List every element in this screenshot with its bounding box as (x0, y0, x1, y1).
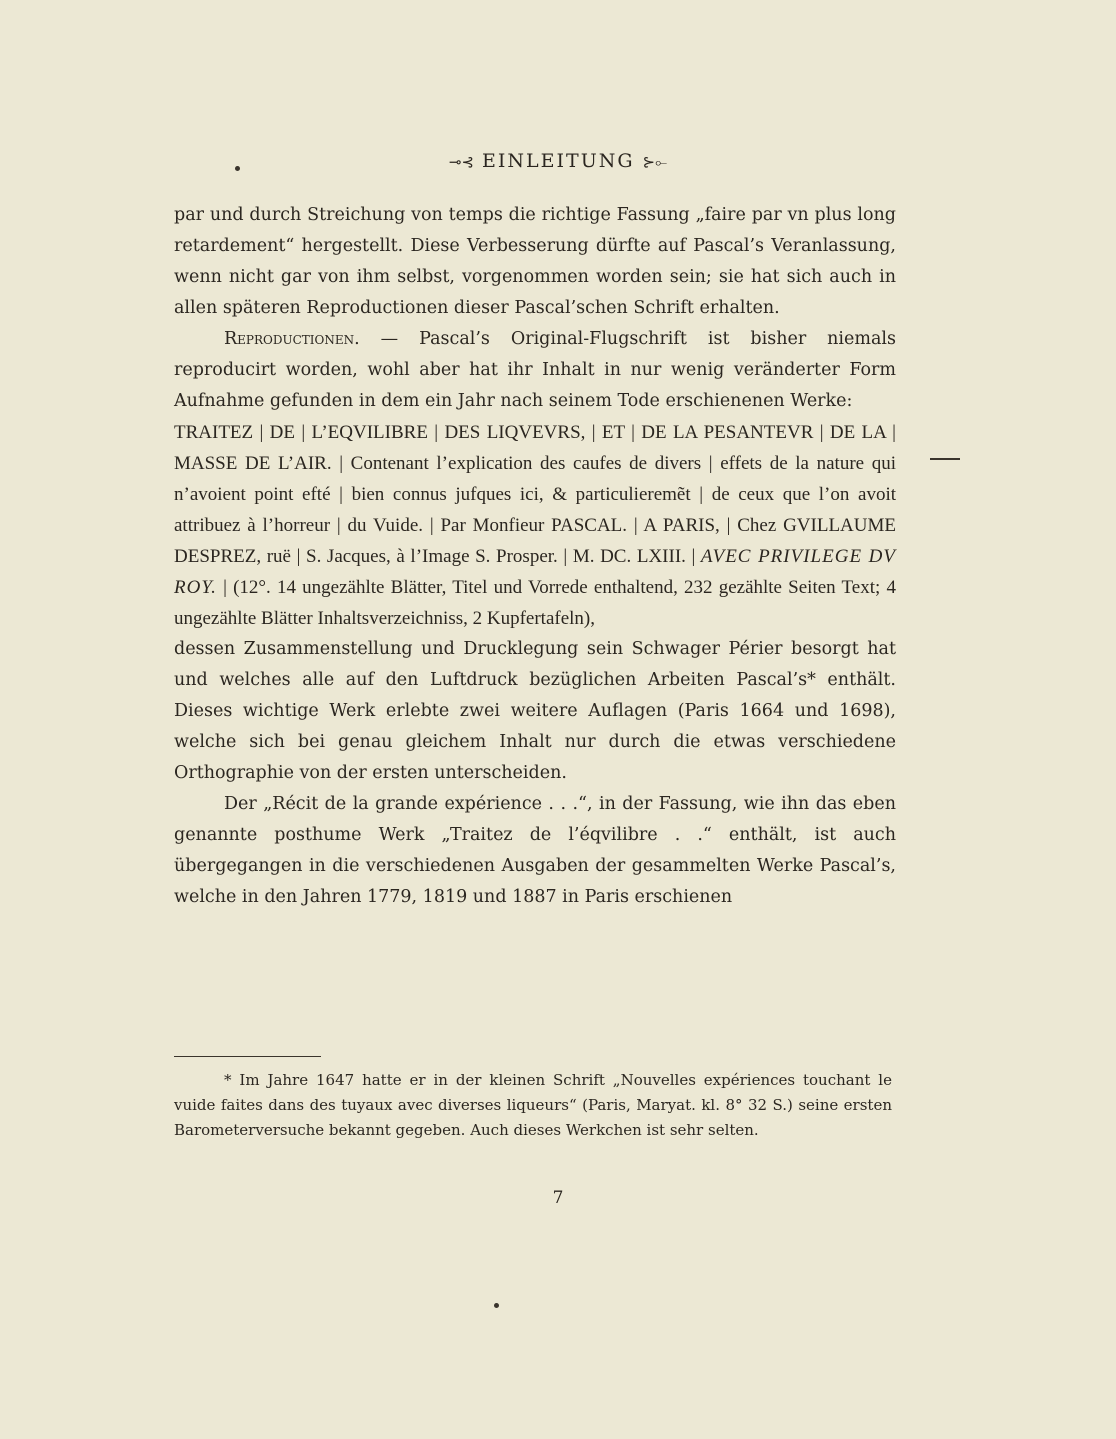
paragraph-3: dessen Zusammenstellung und Drucklegung sein Schwager Périer besorgt hat und welches alle auf den Luftdruck bezüglichen Arbeiten Pascal’s* enthält. Dieses wichtige Werk erlebte zwei weitere Auflagen (Paris 1664 und 1698), welche sich bei genau gleichem Inhalt nur durch die etwas verschiedene Orthographie von der ersten unterscheiden. (174, 639, 896, 783)
paragraph-4: Der „Récit de la grande expérience . . .“, in der Fassung, wie ihn das eben genannte posthume Werk „Traitez de l’éqvilibre . .“ enthält, ist auch übergegangen in die verschiedenen Ausgaben der gesammelten Werke Pascal’s, welche in den Jahren 1779, 1819 und 1887 in Paris erschienen (174, 794, 896, 907)
margin-dash-mark (930, 458, 960, 460)
speck-mark-bottom (494, 1303, 499, 1308)
main-text (174, 200, 896, 913)
bibliographic-citation (174, 417, 896, 634)
speck-mark-top (235, 166, 240, 171)
paragraph-1: par und durch Streichung von temps die richtige Fassung „faire par vn plus long retardement“ hergestellt. Diese Verbesserung dürfte auf Pascal’s Veranlassung, wenn nicht gar von ihm selbst, vorgenommen worden sein; sie hat sich auch in allen späteren Reproductionen dieser Pascal’schen Schrift erhalten. (174, 205, 896, 318)
paragraph-2-text: — Pascal’s Original-Flugschrift ist bisher niemals reproducirt worden, wohl aber hat ihr Inhalt in nur wenig veränderter Form Aufnahme gefunden in dem ein Jahr nach seinem Tode erschienenen Werke: (174, 329, 896, 411)
running-header (0, 150, 1116, 172)
paragraph-2 (174, 324, 896, 417)
page-number: 7 (552, 1188, 564, 1208)
citation-part-b: | (12°. 14 ungezählte Blätter, Titel und Vorrede enthaltend, 232 gezählte Seiten Text; 4 ungezählte Blätter Inhaltsverzeichniss, 2 Kupfertafeln), (174, 577, 896, 629)
header-title: EINLEITUNG (482, 150, 635, 172)
footnote (174, 1068, 892, 1143)
ornament-right-icon: ⊱⟜ (642, 153, 668, 171)
footnote-divider (174, 1056, 321, 1057)
ornament-left-icon: ⊸⊰ (448, 153, 475, 171)
section-heading: Reproductionen. (224, 329, 360, 349)
footnote-text: * Im Jahre 1647 hatte er in der kleinen Schrift „Nouvelles expériences touchant le vuide faites dans des tuyaux avec diverses liqueurs“ (Paris, Maryat. kl. 8° 32 S.) seine ersten Barometerversuche bekannt gegeben. Auch dieses Werkchen ist sehr selten. (174, 1071, 892, 1139)
citation-part-a: TRAITEZ | DE | L’EQVILIBRE | DES LIQVEVRS, | ET | DE LA PESANTEVR | DE LA | MASSE DE L’AIR. | Contenant l’explication des caufes de divers | effets de la nature qui n’avoient point efté | bien connus jufques ici, & particulieremẽt | de ceux que l’on avoit attribuez à l’horreur | du Vuide. | Par Monfieur PASCAL. | A PARIS, | Chez GVILLAUME DESPREZ, ruë | S. Jacques, à l’Image S. Prosper. | M. DC. LXIII. | (174, 422, 896, 567)
citation-italic: AVEC PRIVILEGE DV ROY. (174, 546, 896, 598)
